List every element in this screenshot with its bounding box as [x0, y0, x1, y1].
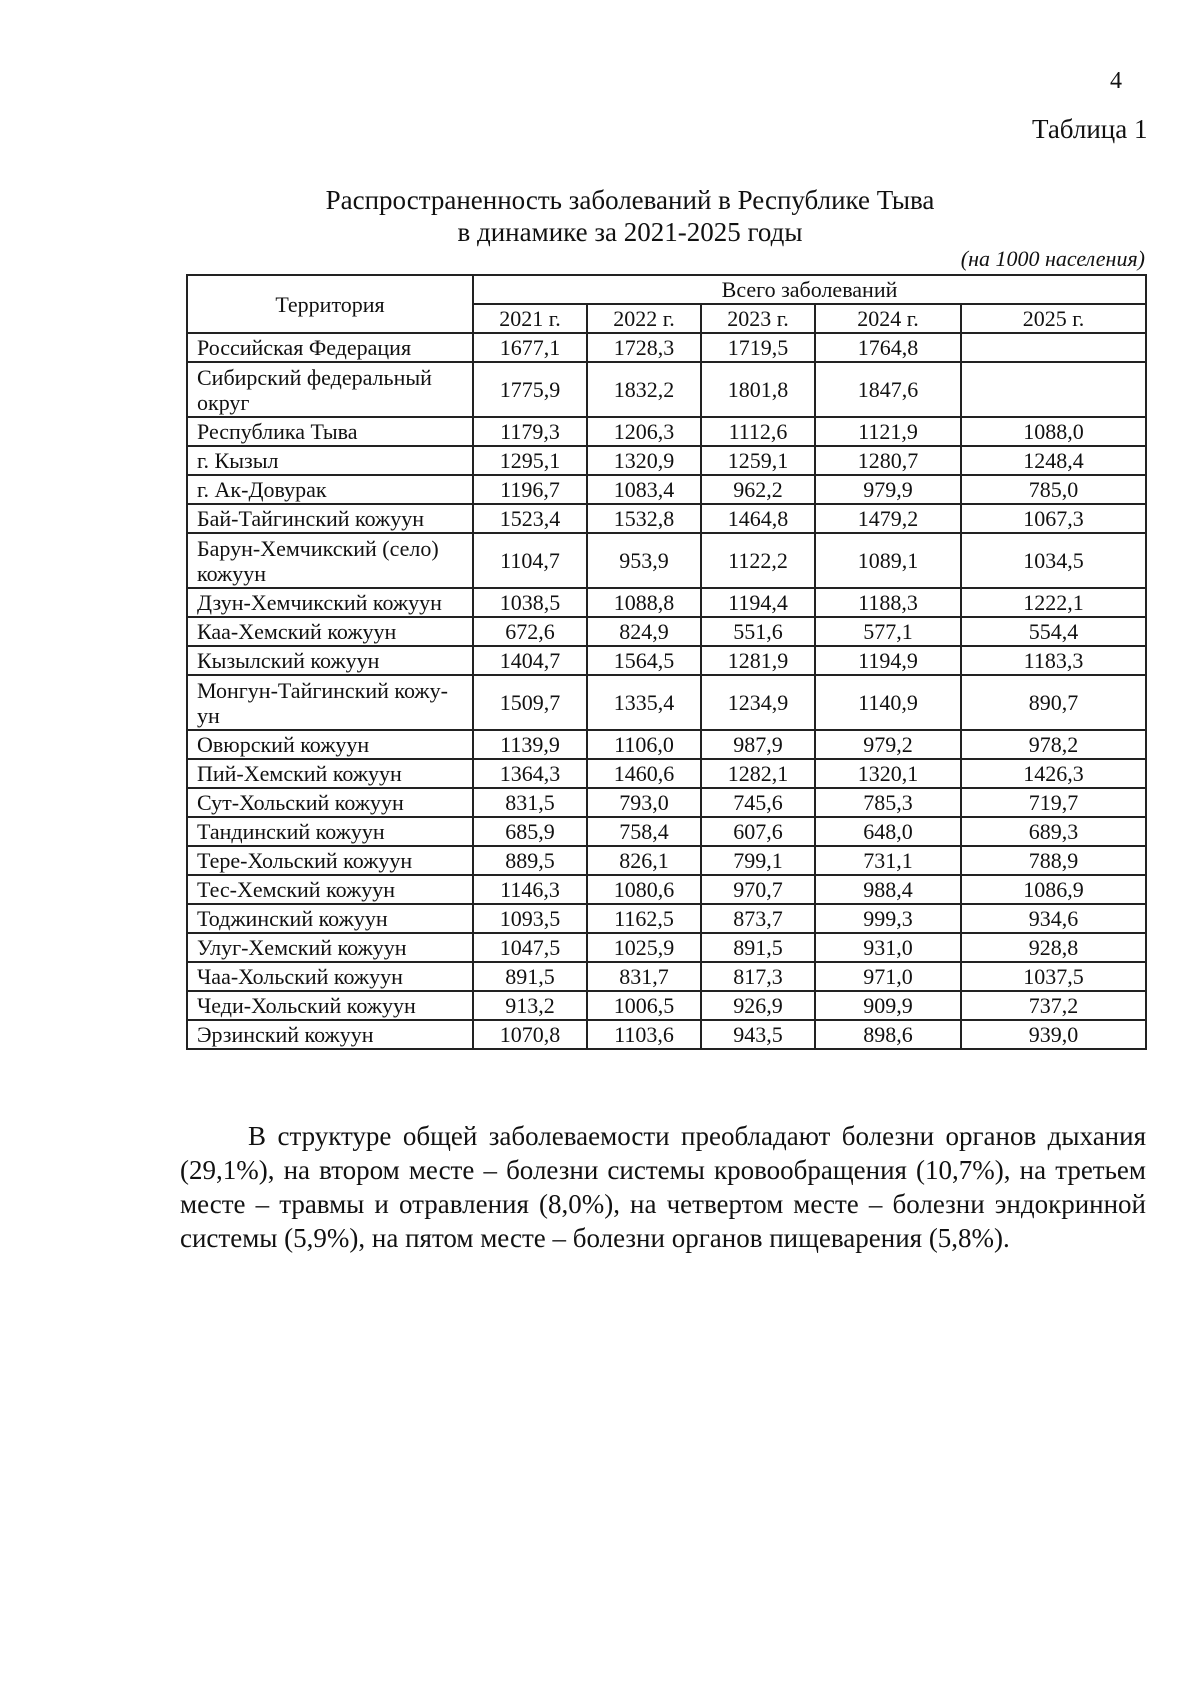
value-cell: 1234,9 [701, 675, 815, 730]
value-cell: 1088,0 [961, 417, 1146, 446]
table-row [187, 875, 1146, 904]
value-cell: 890,7 [961, 675, 1146, 730]
value-cell: 1194,4 [701, 588, 815, 617]
value-cell: 1140,9 [815, 675, 961, 730]
value-cell: 745,6 [701, 788, 815, 817]
table-title [180, 184, 1080, 248]
value-cell: 1146,3 [473, 875, 587, 904]
value-cell: 913,2 [473, 991, 587, 1020]
value-cell: 731,1 [815, 846, 961, 875]
value-cell: 831,5 [473, 788, 587, 817]
value-cell: 1122,2 [701, 533, 815, 588]
value-cell: 971,0 [815, 962, 961, 991]
value-cell: 1006,5 [587, 991, 701, 1020]
value-cell: 1196,7 [473, 475, 587, 504]
value-cell: 1847,6 [815, 362, 961, 417]
summary-paragraph: В структуре общей заболеваемости преобладают болезни органов дыхания (29,1%), на втором месте – болезни системы кровообращения (10,7%), на третьем месте – травмы и отравления (8,0%), на четвертом месте – болезни эндокринной системы (5,9%), на пятом месте – болезни органов пищеварения (5,8%). [180, 1121, 1146, 1253]
header-year: 2025 г. [961, 304, 1146, 333]
value-cell: 1764,8 [815, 333, 961, 362]
value-cell: 1104,7 [473, 533, 587, 588]
value-cell: 1523,4 [473, 504, 587, 533]
value-cell: 1460,6 [587, 759, 701, 788]
value-cell: 788,9 [961, 846, 1146, 875]
value-cell: 785,3 [815, 788, 961, 817]
table-row [187, 730, 1146, 759]
value-cell: 1037,5 [961, 962, 1146, 991]
value-cell: 978,2 [961, 730, 1146, 759]
table-caption: Таблица 1 [1032, 114, 1148, 144]
value-cell: 737,2 [961, 991, 1146, 1020]
value-cell [961, 362, 1146, 417]
territory-cell: Чаа-Хольский кожуун [187, 962, 473, 991]
value-cell: 999,3 [815, 904, 961, 933]
value-cell: 785,0 [961, 475, 1146, 504]
value-cell: 1404,7 [473, 646, 587, 675]
value-cell: 1464,8 [701, 504, 815, 533]
territory-cell: Сут-Хольский кожуун [187, 788, 473, 817]
header-territory: Территория [187, 275, 473, 333]
value-cell: 909,9 [815, 991, 961, 1020]
territory-cell: Бай-Тайгинский кожуун [187, 504, 473, 533]
value-cell: 1206,3 [587, 417, 701, 446]
territory-cell: Тоджинский кожуун [187, 904, 473, 933]
table-row [187, 675, 1146, 730]
value-cell: 962,2 [701, 475, 815, 504]
value-cell: 1677,1 [473, 333, 587, 362]
territory-cell: Чеди-Хольский кожуун [187, 991, 473, 1020]
value-cell: 689,3 [961, 817, 1146, 846]
value-cell: 1088,8 [587, 588, 701, 617]
value-cell: 891,5 [473, 962, 587, 991]
territory-cell: Овюрский кожуун [187, 730, 473, 759]
value-cell: 1179,3 [473, 417, 587, 446]
value-cell: 891,5 [701, 933, 815, 962]
territory-cell: Сибирский федеральный округ [187, 362, 473, 417]
territory-cell: Монгун-Тайгинский кожу-ун [187, 675, 473, 730]
table-body [187, 333, 1146, 1049]
value-cell: 1106,0 [587, 730, 701, 759]
value-cell: 1280,7 [815, 446, 961, 475]
value-cell: 1564,5 [587, 646, 701, 675]
header-year: 2024 г. [815, 304, 961, 333]
territory-cell: Кызылский кожуун [187, 646, 473, 675]
value-cell: 931,0 [815, 933, 961, 962]
value-cell: 1509,7 [473, 675, 587, 730]
page-number: 4 [1110, 68, 1122, 94]
value-cell: 1025,9 [587, 933, 701, 962]
territory-cell: г. Ак-Довурак [187, 475, 473, 504]
table-row [187, 759, 1146, 788]
value-cell: 1047,5 [473, 933, 587, 962]
value-cell: 1775,9 [473, 362, 587, 417]
table-row [187, 617, 1146, 646]
territory-cell: Пий-Хемский кожуун [187, 759, 473, 788]
value-cell: 1728,3 [587, 333, 701, 362]
value-cell: 554,4 [961, 617, 1146, 646]
value-cell: 826,1 [587, 846, 701, 875]
value-cell: 873,7 [701, 904, 815, 933]
value-cell: 719,7 [961, 788, 1146, 817]
disease-prevalence-table [186, 274, 1147, 1050]
value-cell: 1320,9 [587, 446, 701, 475]
value-cell: 1183,3 [961, 646, 1146, 675]
table-row [187, 1020, 1146, 1049]
value-cell: 1335,4 [587, 675, 701, 730]
table-row [187, 417, 1146, 446]
territory-cell: Российская Федерация [187, 333, 473, 362]
header-year: 2023 г. [701, 304, 815, 333]
value-cell: 1121,9 [815, 417, 961, 446]
territory-cell: Эрзинский кожуун [187, 1020, 473, 1049]
value-cell: 953,9 [587, 533, 701, 588]
table-row [187, 504, 1146, 533]
header-row-1 [187, 275, 1146, 304]
value-cell: 987,9 [701, 730, 815, 759]
value-cell: 934,6 [961, 904, 1146, 933]
table-title-line-2: в динамике за 2021-2025 годы [457, 217, 803, 247]
table-row [187, 446, 1146, 475]
value-cell: 1089,1 [815, 533, 961, 588]
table-row [187, 646, 1146, 675]
value-cell [961, 333, 1146, 362]
value-cell: 758,4 [587, 817, 701, 846]
value-cell: 799,1 [701, 846, 815, 875]
value-cell: 1248,4 [961, 446, 1146, 475]
value-cell: 1194,9 [815, 646, 961, 675]
value-cell: 1295,1 [473, 446, 587, 475]
value-cell: 1080,6 [587, 875, 701, 904]
value-cell: 1532,8 [587, 504, 701, 533]
value-cell: 1103,6 [587, 1020, 701, 1049]
territory-cell: Тес-Хемский кожуун [187, 875, 473, 904]
table-row [187, 533, 1146, 588]
table-row [187, 362, 1146, 417]
value-cell: 1426,3 [961, 759, 1146, 788]
territory-cell: Тере-Хольский кожуун [187, 846, 473, 875]
territory-cell: Дзун-Хемчикский кожуун [187, 588, 473, 617]
value-cell: 988,4 [815, 875, 961, 904]
value-cell: 1719,5 [701, 333, 815, 362]
value-cell: 926,9 [701, 991, 815, 1020]
value-cell: 1162,5 [587, 904, 701, 933]
table-row [187, 962, 1146, 991]
value-cell: 1038,5 [473, 588, 587, 617]
value-cell: 1364,3 [473, 759, 587, 788]
table-row [187, 846, 1146, 875]
header-year: 2022 г. [587, 304, 701, 333]
value-cell: 831,7 [587, 962, 701, 991]
value-cell: 979,2 [815, 730, 961, 759]
value-cell: 943,5 [701, 1020, 815, 1049]
value-cell: 551,6 [701, 617, 815, 646]
table-header [187, 275, 1146, 333]
table-title-line-1: Распространенность заболеваний в Республике Тыва [325, 185, 935, 215]
value-cell: 1139,9 [473, 730, 587, 759]
table-row [187, 333, 1146, 362]
territory-cell: г. Кызыл [187, 446, 473, 475]
table-row [187, 788, 1146, 817]
value-cell: 970,7 [701, 875, 815, 904]
value-cell: 1259,1 [701, 446, 815, 475]
value-cell: 1112,6 [701, 417, 815, 446]
table-row [187, 475, 1146, 504]
value-cell: 1188,3 [815, 588, 961, 617]
value-cell: 1083,4 [587, 475, 701, 504]
value-cell: 685,9 [473, 817, 587, 846]
value-cell: 889,5 [473, 846, 587, 875]
table-row [187, 991, 1146, 1020]
table-row [187, 933, 1146, 962]
value-cell: 1086,9 [961, 875, 1146, 904]
value-cell: 979,9 [815, 475, 961, 504]
value-cell: 1832,2 [587, 362, 701, 417]
value-cell: 1320,1 [815, 759, 961, 788]
value-cell: 1222,1 [961, 588, 1146, 617]
territory-cell: Тандинский кожуун [187, 817, 473, 846]
header-year: 2021 г. [473, 304, 587, 333]
value-cell: 1067,3 [961, 504, 1146, 533]
territory-cell: Республика Тыва [187, 417, 473, 446]
value-cell: 898,6 [815, 1020, 961, 1049]
header-all-diseases: Всего заболеваний [473, 275, 1146, 304]
value-cell: 1093,5 [473, 904, 587, 933]
value-cell: 1801,8 [701, 362, 815, 417]
value-cell: 577,1 [815, 617, 961, 646]
value-cell: 793,0 [587, 788, 701, 817]
value-cell: 672,6 [473, 617, 587, 646]
territory-cell: Каа-Хемский кожуун [187, 617, 473, 646]
value-cell: 648,0 [815, 817, 961, 846]
value-cell: 824,9 [587, 617, 701, 646]
unit-note: (на 1000 населения) [960, 246, 1145, 271]
table-row [187, 904, 1146, 933]
territory-cell: Улуг-Хемский кожуун [187, 933, 473, 962]
table-row [187, 588, 1146, 617]
value-cell: 928,8 [961, 933, 1146, 962]
value-cell: 1070,8 [473, 1020, 587, 1049]
value-cell: 1479,2 [815, 504, 961, 533]
territory-cell: Барун-Хемчикский (село) кожуун [187, 533, 473, 588]
value-cell: 1281,9 [701, 646, 815, 675]
table-row [187, 817, 1146, 846]
value-cell: 939,0 [961, 1020, 1146, 1049]
value-cell: 1034,5 [961, 533, 1146, 588]
value-cell: 1282,1 [701, 759, 815, 788]
value-cell: 817,3 [701, 962, 815, 991]
value-cell: 607,6 [701, 817, 815, 846]
